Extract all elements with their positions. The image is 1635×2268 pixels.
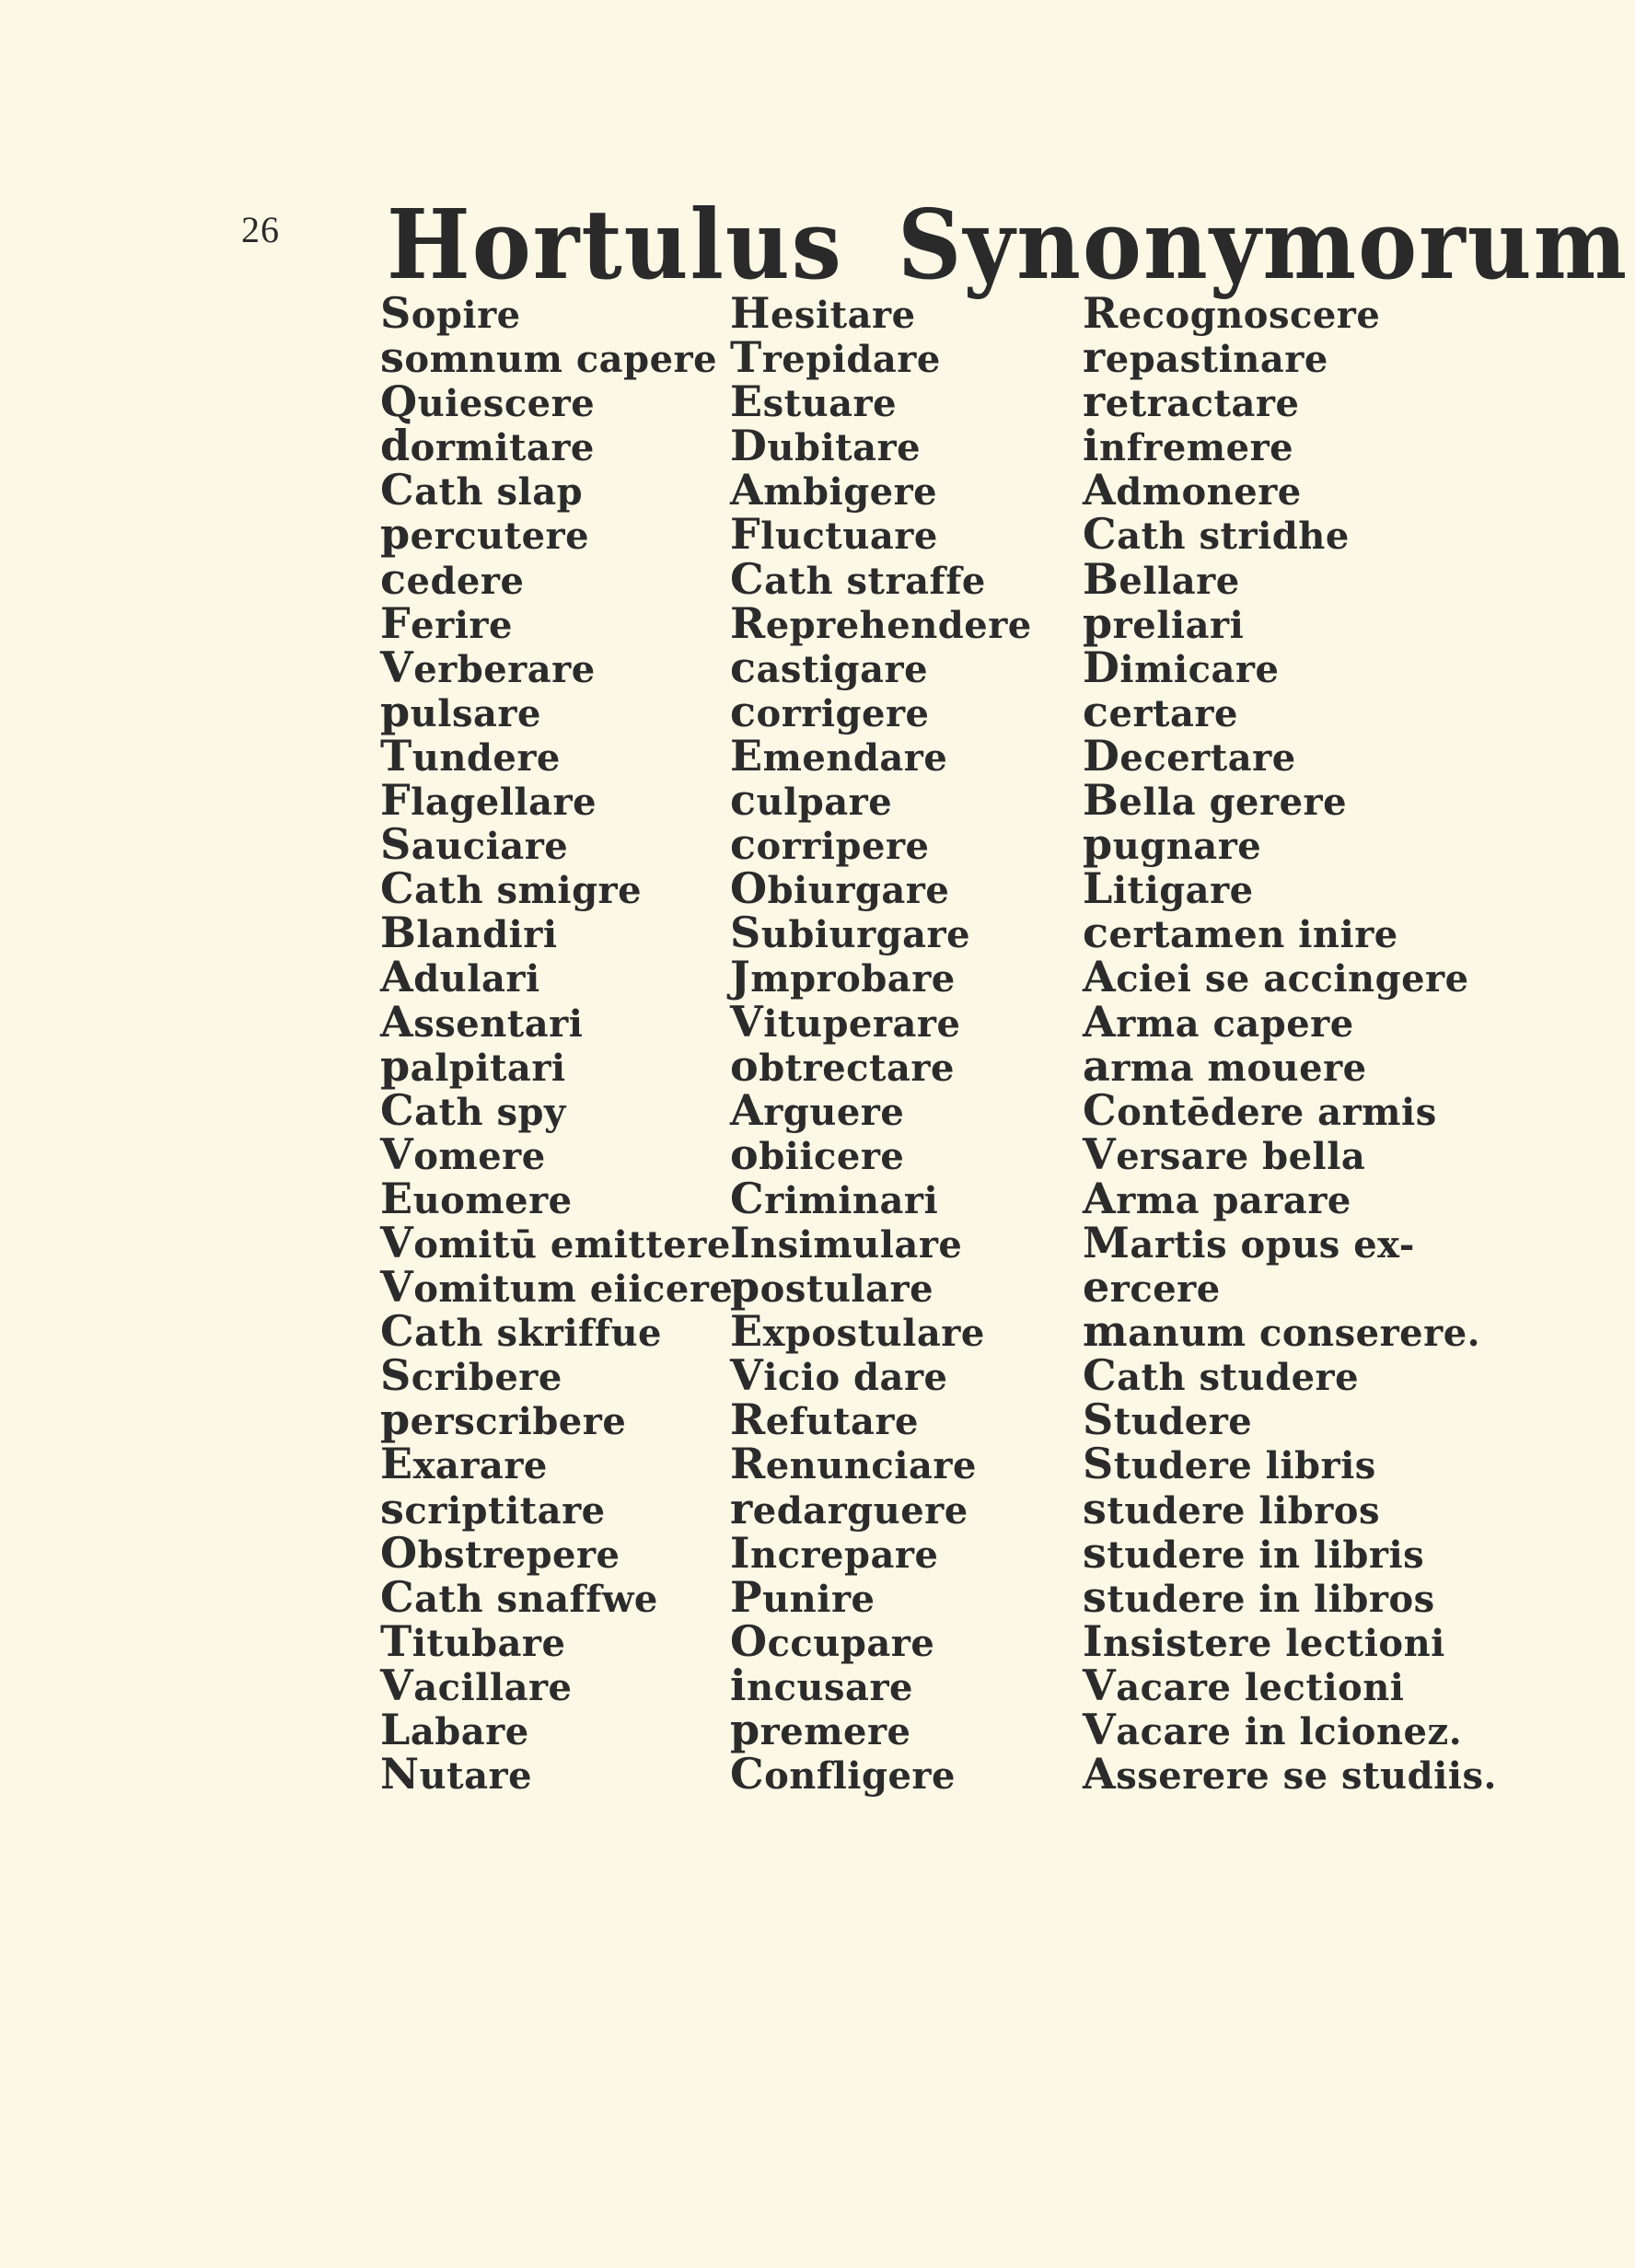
synonym-entry: infremere xyxy=(1083,421,1294,471)
synonym-entry: certamen inire xyxy=(1083,908,1398,958)
synonym-entry: Ambigere xyxy=(730,465,938,515)
synonym-entry: Dubitare xyxy=(730,421,922,471)
synonym-entry: Tundere xyxy=(380,730,561,781)
synonym-column-2 xyxy=(730,288,1080,1799)
synonym-entry: palpitari xyxy=(380,1040,566,1091)
synonym-entry: Bella gerere xyxy=(1083,775,1348,826)
synonym-entry: dormitare xyxy=(380,421,595,471)
synonym-entry: manum conserere. xyxy=(1083,1306,1481,1357)
synonym-entry: Fluctuare xyxy=(730,509,938,560)
synonym-entry: Vomere xyxy=(380,1128,546,1179)
synonym-entry: Litigare xyxy=(1083,863,1254,914)
synonym-entry: Hesitare xyxy=(730,288,916,338)
synonym-entry: Cath smigre xyxy=(380,863,643,914)
synonym-entry: Vacare in lcionez. xyxy=(1083,1705,1463,1754)
synonym-entry: Jmprobare xyxy=(730,952,956,1002)
running-title-left: Hortulus xyxy=(387,189,843,302)
synonym-entry: obtrectare xyxy=(730,1040,955,1091)
synonym-entry: Vacare lectioni xyxy=(1083,1660,1405,1710)
synonym-entry: corrigere xyxy=(730,686,930,736)
synonym-entry: Vomitū emittere xyxy=(380,1217,731,1267)
synonym-entry: Martis opus ex- xyxy=(1083,1217,1415,1267)
synonym-entry: pulsare xyxy=(380,686,541,736)
synonym-entry: certare xyxy=(1083,686,1238,736)
synonym-entry: Vacillare xyxy=(380,1660,573,1710)
synonym-entry: culpare xyxy=(730,775,893,826)
synonym-entry: Recognoscere xyxy=(1083,288,1381,338)
synonym-entry: Occupare xyxy=(730,1615,935,1666)
synonym-entry: Punire xyxy=(730,1571,875,1622)
synonym-entry: Ferire xyxy=(380,597,513,648)
synonym-entry: Arma capere xyxy=(1083,996,1354,1047)
synonym-entry: repastinare xyxy=(1083,332,1328,383)
synonym-entry: Estuare xyxy=(730,376,898,427)
synonym-entry: studere libros xyxy=(1083,1483,1380,1533)
synonym-entry: Cath spy xyxy=(380,1084,566,1135)
synonym-entry: Blandiri xyxy=(380,908,558,958)
synonym-entry: preliari xyxy=(1083,597,1245,648)
synonym-entry: Cath skriffue xyxy=(380,1306,662,1357)
synonym-entry: Cath studere xyxy=(1083,1350,1360,1401)
synonym-column-1 xyxy=(380,288,734,1799)
synonym-entry: Criminari xyxy=(730,1173,939,1223)
synonym-entry: somnum capere xyxy=(380,332,718,383)
synonym-entry: perscribere xyxy=(380,1394,627,1445)
synonym-entry: Adulari xyxy=(380,952,540,1002)
synonym-entry: Euomere xyxy=(380,1173,573,1223)
synonym-entry: Renunciare xyxy=(730,1439,977,1489)
synonym-entry: Vituperare xyxy=(730,996,961,1047)
synonym-entry: Subiurgare xyxy=(730,908,971,958)
synonym-entry: incusare xyxy=(730,1660,913,1710)
synonym-entry: Insimulare xyxy=(730,1217,963,1267)
synonym-entry: Dimicare xyxy=(1083,642,1280,692)
synonym-entry: Studere libris xyxy=(1083,1439,1376,1489)
synonym-entry: Obiurgare xyxy=(730,863,950,914)
synonym-entry: retractare xyxy=(1083,376,1300,427)
synonym-entry: studere in libris xyxy=(1083,1527,1425,1578)
synonym-entry: Nutare xyxy=(380,1749,533,1799)
synonym-entry: Decertare xyxy=(1083,730,1296,781)
synonym-entry: Asserere se studiis. xyxy=(1083,1749,1497,1799)
synonym-entry: Obstrepere xyxy=(380,1527,620,1578)
synonym-entry: castigare xyxy=(730,642,929,692)
synonym-entry: Expostulare xyxy=(730,1306,985,1357)
synonym-entry: Cath stridhe xyxy=(1083,509,1350,560)
synonym-entry: premere xyxy=(730,1705,911,1754)
synonym-entry: Cath slap xyxy=(380,465,584,515)
synonym-entry: Cath snaffwe xyxy=(380,1571,658,1622)
synonym-entry: Admonere xyxy=(1083,465,1302,515)
synonym-entry: Increpare xyxy=(730,1527,939,1578)
synonym-entry: Aciei se accingere xyxy=(1083,952,1469,1002)
synonym-entry: Reprehendere xyxy=(730,597,1032,648)
synonym-entry: Emendare xyxy=(730,730,948,781)
synonym-entry: Labare xyxy=(380,1705,529,1754)
page-number: 26 xyxy=(241,209,280,250)
synonym-entry: Cath straffe xyxy=(730,553,986,604)
synonym-entry: Vicio dare xyxy=(730,1350,948,1401)
synonym-entry: studere in libros xyxy=(1083,1571,1435,1622)
synonym-entry: redarguere xyxy=(730,1483,968,1533)
synonym-entry: pugnare xyxy=(1083,819,1262,870)
synonym-entry: Sauciare xyxy=(380,819,569,870)
running-title-right: Synonymorum xyxy=(898,189,1629,302)
synonym-entry: Refutare xyxy=(730,1394,919,1445)
synonym-column-3 xyxy=(1083,288,1497,1799)
synonym-entry: Assentari xyxy=(380,996,584,1047)
synonym-entry: Scribere xyxy=(380,1350,562,1401)
synonym-entry: Arguere xyxy=(730,1084,905,1135)
synonym-entry: Trepidare xyxy=(730,332,941,383)
synonym-entry: ercere xyxy=(1083,1262,1221,1313)
synonym-entry: Bellare xyxy=(1083,553,1240,604)
synonym-entry: Exarare xyxy=(380,1439,548,1489)
synonym-entry: scriptitare xyxy=(380,1483,606,1533)
synonym-entry: arma mouere xyxy=(1083,1040,1367,1091)
synonym-entry: Arma parare xyxy=(1083,1173,1351,1223)
synonym-entry: Quiescere xyxy=(380,376,596,427)
synonym-entry: corripere xyxy=(730,819,930,870)
synonym-entry: postulare xyxy=(730,1262,934,1313)
synonym-entry: Versare bella xyxy=(1083,1128,1366,1179)
synonym-entry: Flagellare xyxy=(380,775,597,826)
synonym-entry: cedere xyxy=(380,553,525,604)
synonym-entry: Contēdere armis xyxy=(1083,1084,1437,1135)
synonym-entry: Titubare xyxy=(380,1615,566,1666)
synonym-entry: Verberare xyxy=(380,642,596,692)
synonym-entry: obiicere xyxy=(730,1128,905,1179)
synonym-entry: Confligere xyxy=(730,1749,956,1799)
synonym-entry: Vomitum eiicere xyxy=(380,1262,734,1313)
synonym-entry: Insistere lectioni xyxy=(1083,1615,1445,1666)
synonym-entry: Sopire xyxy=(380,288,521,338)
synonym-entry: percutere xyxy=(380,509,590,560)
synonym-entry: Studere xyxy=(1083,1394,1253,1445)
